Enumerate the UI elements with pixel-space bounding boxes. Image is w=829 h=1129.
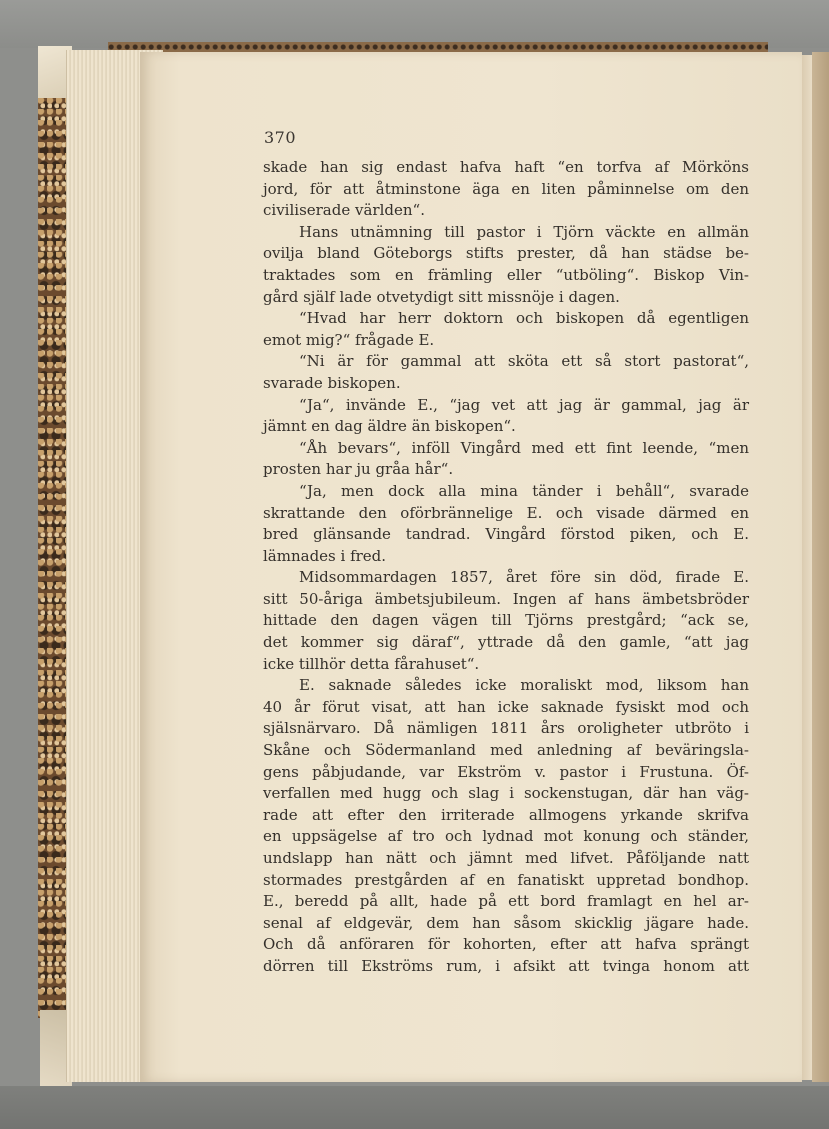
text-line: Skåne och Södermanland med anledning af beväringsla- xyxy=(263,741,749,760)
text-line: ovilja bland Göteborgs stifts prester, då han städse be- xyxy=(263,244,749,263)
text-line: svarade biskopen. xyxy=(263,373,401,392)
text-line: stormades prestgården af en fanatiskt uppretad bondhop. xyxy=(263,870,749,889)
page-text-body xyxy=(263,157,749,978)
text-line: prosten har ju gråa hår“. xyxy=(263,460,454,479)
text-line: dörren till Ekströms rum, i afsikt att tvinga honom att xyxy=(263,956,749,975)
scan-background-bottom xyxy=(0,1086,829,1129)
text-line: skrattande den oförbrännelige E. och visade därmed en xyxy=(263,503,749,522)
book-cover-right-edge xyxy=(812,52,829,1082)
text-line: skade han sig endast hafva haft “en torfva af Mörköns xyxy=(263,158,749,176)
text-line: icke tillhör detta fårahuset“. xyxy=(263,654,480,673)
text-line: jord, för att åtminstone äga en liten påminnelse om den xyxy=(263,179,749,198)
text-line: “Ja, men dock alla mina tänder i behåll“, svarade xyxy=(299,481,749,500)
text-line: sitt 50-åriga ämbetsjubileum. Ingen af hans ämbetsbröder xyxy=(263,589,749,608)
text-line: rade att efter den irriterade allmogens yrkande skrifva xyxy=(263,805,749,824)
text-line: bred glänsande tandrad. Vingård förstod piken, och E. xyxy=(263,525,749,544)
text-line: “Ja“, invände E., “jag vet att jag är gammal, jag är xyxy=(299,395,749,414)
text-line: gård själf lade otvetydigt sitt missnöje i dagen. xyxy=(263,287,620,306)
text-line: Midsommardagen 1857, året före sin död, firade E. xyxy=(299,568,749,587)
scan-background-top xyxy=(0,0,829,48)
text-line: hittade den dagen vägen till Tjörns prestgård; “ack se, xyxy=(263,611,749,630)
text-line: gens påbjudande, var Ekström v. pastor i Frustuna. Öf- xyxy=(263,762,749,781)
text-line: undslapp han nätt och jämnt med lifvet. Påföljande natt xyxy=(263,849,749,867)
text-line: emot mig?“ frågade E. xyxy=(263,330,435,349)
text-line: senal af eldgevär, dem han såsom skicklig jägare hade. xyxy=(263,913,749,932)
text-line: en uppsägelse af tro och lydnad mot konung och ständer, xyxy=(263,827,749,846)
page-number: 370 xyxy=(264,128,297,147)
text-line: E., beredd på allt, hade på ett bord framlagt en hel ar- xyxy=(263,892,749,911)
text-line: det kommer sig däraf“, yttrade då den gamle, “att jag xyxy=(263,633,749,652)
text-line: “Ni är för gammal att sköta ett så stort pastorat“, xyxy=(299,352,749,371)
book-cover-top-edge xyxy=(108,42,768,52)
text-line: Hans utnämning till pastor i Tjörn väckte en allmän xyxy=(299,222,749,241)
text-line: lämnades i fred. xyxy=(263,546,387,565)
text-line: E. saknade således icke moraliskt mod, liksom han xyxy=(299,676,749,695)
text-line: traktades som en främling eller “utböling“. Biskop Vin- xyxy=(263,265,749,284)
text-line: verfallen med hugg och slag i sockenstugan, där han väg- xyxy=(263,784,749,803)
text-line: “Åh bevars“, inföll Vingård med ett fint leende, “men xyxy=(299,438,749,457)
text-line: jämnt en dag äldre än biskopen“. xyxy=(263,417,516,436)
text-line: “Hvad har herr doktorn och biskopen då egentligen xyxy=(299,309,749,328)
text-line: Och då anföraren för kohorten, efter att hafva sprängt xyxy=(263,935,749,954)
text-line: civiliserade världen“. xyxy=(263,201,425,220)
text-line: 40 år förut visat, att han icke saknade fysiskt mod och xyxy=(263,697,749,716)
text-line: själsnärvaro. Då nämligen 1811 års oroligheter utbröto i xyxy=(263,719,749,738)
